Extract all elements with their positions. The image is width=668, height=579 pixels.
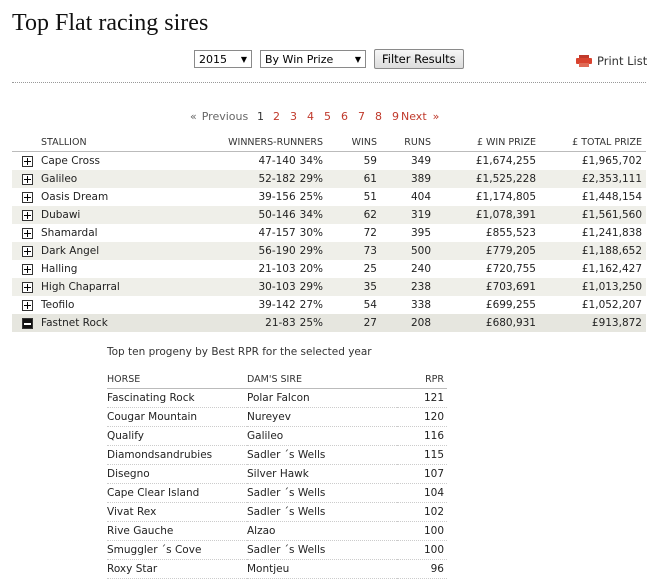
wins: 73	[327, 242, 381, 260]
expand-icon[interactable]	[22, 246, 33, 257]
year-select-value: 2015	[199, 52, 227, 66]
col-runs[interactable]: RUNS	[381, 133, 435, 152]
wins: 25	[363, 263, 377, 275]
page-link-9[interactable]: 9	[392, 110, 399, 123]
table-row[interactable]	[12, 152, 646, 171]
progeny-row	[107, 465, 447, 484]
dams-sire: Nureyev	[247, 408, 397, 427]
strike-rate: 34%	[299, 209, 323, 221]
winners-runners-cell	[207, 314, 327, 332]
chevron-down-icon: ▼	[240, 54, 247, 64]
page-link-1[interactable]: 1	[257, 110, 264, 123]
rpr-value: 120	[397, 408, 447, 427]
stallion-name: Fastnet Rock	[37, 314, 207, 332]
progeny-table	[107, 370, 447, 579]
runs: 338	[410, 299, 431, 311]
runs: 349	[410, 155, 431, 167]
winners-runners-cell	[207, 260, 327, 278]
table-row[interactable]	[12, 278, 646, 296]
horse-name: Vivat Rex	[107, 503, 247, 522]
wins: 61	[327, 170, 381, 188]
strike-rate: 25%	[299, 191, 323, 203]
winners-runners: 47-140	[258, 155, 296, 167]
page-link-7[interactable]: 7	[358, 110, 365, 123]
stallion-name: Dark Angel	[37, 242, 207, 260]
wins: 59	[363, 155, 377, 167]
winners-runners: 56-190	[258, 245, 296, 257]
previous-page-link[interactable]	[190, 110, 248, 123]
strike-rate: 34%	[299, 155, 323, 167]
previous-label: Previous	[201, 110, 249, 123]
col-dams-sire: DAM'S SIRE	[247, 370, 397, 389]
year-select[interactable]	[194, 50, 252, 68]
horse-name: Smuggler ´s Cove	[107, 541, 247, 560]
total-prize: £1,965,702	[581, 155, 642, 167]
progeny-row	[107, 560, 447, 579]
win-prize: £720,755	[485, 263, 536, 275]
rpr-value: 100	[397, 522, 447, 541]
total-prize: £1,013,250	[540, 278, 646, 296]
wins: 35	[327, 278, 381, 296]
rpr-value: 104	[397, 484, 447, 503]
progeny-row	[107, 427, 447, 446]
progeny-row	[107, 522, 447, 541]
wins: 72	[363, 227, 377, 239]
stallion-name: Dubawi	[37, 206, 207, 224]
dams-sire: Silver Hawk	[247, 465, 397, 484]
win-prize: £855,523	[485, 227, 536, 239]
table-row[interactable]	[12, 206, 646, 224]
strike-rate: 29%	[299, 245, 323, 257]
winners-runners: 39-156	[258, 191, 296, 203]
runs: 238	[381, 278, 435, 296]
wins: 62	[327, 206, 381, 224]
winners-runners: 39-142	[258, 299, 296, 311]
win-prize: £699,255	[485, 299, 536, 311]
dams-sire: Galileo	[247, 427, 397, 446]
next-page-link[interactable]	[401, 110, 439, 123]
stallion-name: High Chaparral	[37, 278, 207, 296]
page-title: Top Flat racing sires	[12, 10, 209, 36]
filter-bar	[194, 50, 464, 69]
total-prize: £1,188,652	[540, 242, 646, 260]
collapse-icon[interactable]	[22, 318, 33, 329]
total-prize: £1,241,838	[581, 227, 642, 239]
chevron-double-right-icon: »	[432, 110, 440, 123]
runs: 208	[381, 314, 435, 332]
rpr-value: 116	[397, 427, 447, 446]
total-prize: £2,353,111	[540, 170, 646, 188]
winners-runners: 21-103	[258, 263, 296, 275]
horse-name: Cape Clear Island	[107, 484, 247, 503]
col-total-prize[interactable]: £ TOTAL PRIZE	[540, 133, 646, 152]
page-link-3[interactable]: 3	[290, 110, 297, 123]
page-link-4[interactable]: 4	[307, 110, 314, 123]
dams-sire: Sadler ´s Wells	[247, 446, 397, 465]
winners-runners-cell	[207, 152, 327, 171]
page-link-6[interactable]: 6	[341, 110, 348, 123]
rpr-value: 107	[397, 465, 447, 484]
wins: 54	[363, 299, 377, 311]
horse-name: Diamondsandrubies	[107, 446, 247, 465]
expand-icon[interactable]	[22, 264, 33, 275]
expand-icon[interactable]	[22, 174, 33, 185]
total-prize: £1,448,154	[581, 191, 642, 203]
col-wins[interactable]: WINS	[327, 133, 381, 152]
rpr-value: 102	[397, 503, 447, 522]
winners-runners-cell	[207, 206, 327, 224]
page-link-8[interactable]: 8	[375, 110, 382, 123]
winners-runners-cell	[207, 224, 327, 242]
table-row[interactable]	[12, 188, 646, 206]
printer-icon	[576, 55, 592, 67]
next-label: Next	[401, 110, 427, 123]
dams-sire: Polar Falcon	[247, 389, 397, 408]
total-prize: £913,872	[540, 314, 646, 332]
rpr-value: 96	[397, 560, 447, 579]
stallion-name: Cape Cross	[41, 155, 101, 167]
table-row[interactable]	[12, 242, 646, 260]
dams-sire: Alzao	[247, 522, 397, 541]
sort-select[interactable]	[260, 50, 366, 68]
expand-icon[interactable]	[22, 156, 33, 167]
expand-icon[interactable]	[22, 210, 33, 221]
rpr-value: 115	[397, 446, 447, 465]
winners-runners: 21-83	[265, 317, 296, 329]
stallion-name: Shamardal	[41, 227, 98, 239]
strike-rate: 29%	[299, 173, 323, 185]
win-prize: £1,078,391	[435, 206, 540, 224]
dams-sire: Sadler ´s Wells	[247, 541, 397, 560]
horse-name: Disegno	[107, 465, 247, 484]
strike-rate: 20%	[299, 263, 323, 275]
total-prize: £1,561,560	[540, 206, 646, 224]
win-prize: £680,931	[435, 314, 540, 332]
print-list-link[interactable]	[576, 54, 647, 68]
table-row[interactable]	[12, 296, 646, 314]
chevron-down-icon: ▼	[354, 54, 361, 64]
runs: 389	[381, 170, 435, 188]
progeny-row	[107, 484, 447, 503]
dams-sire: Sadler ´s Wells	[247, 503, 397, 522]
col-stallion[interactable]: STALLION	[37, 133, 207, 152]
winners-runners: 30-103	[258, 281, 296, 293]
horse-name: Qualify	[107, 427, 247, 446]
horse-name: Fascinating Rock	[107, 389, 247, 408]
table-row[interactable]	[12, 314, 646, 332]
runs: 319	[381, 206, 435, 224]
winners-runners: 47-157	[258, 227, 296, 239]
progeny-header-row	[107, 370, 447, 389]
strike-rate: 29%	[299, 281, 323, 293]
chevron-double-left-icon: «	[190, 110, 197, 123]
progeny-row	[107, 389, 447, 408]
total-prize: £1,162,427	[581, 263, 642, 275]
table-row[interactable]	[12, 260, 646, 278]
stallion-name: Teofilo	[41, 299, 75, 311]
winners-runners-cell	[207, 188, 327, 206]
dams-sire: Montjeu	[247, 560, 397, 579]
col-win-prize[interactable]: £ WIN PRIZE	[435, 133, 540, 152]
progeny-row	[107, 503, 447, 522]
wins: 27	[327, 314, 381, 332]
rpr-value: 100	[397, 541, 447, 560]
expand-icon[interactable]	[22, 192, 33, 203]
filter-results-button[interactable]: Filter Results	[374, 49, 464, 69]
horse-name: Rive Gauche	[107, 522, 247, 541]
winners-runners-cell	[207, 278, 327, 296]
stallion-name: Oasis Dream	[41, 191, 109, 203]
progeny-row	[107, 541, 447, 560]
expand-icon[interactable]	[22, 228, 33, 239]
runs: 404	[410, 191, 431, 203]
winners-runners: 50-146	[258, 209, 296, 221]
sires-table	[12, 133, 646, 332]
table-row[interactable]	[12, 224, 646, 242]
expand-icon[interactable]	[22, 300, 33, 311]
col-rpr: RPR	[397, 370, 447, 389]
col-winners-runners[interactable]: WINNERS-RUNNERS	[207, 133, 327, 152]
win-prize: £779,205	[435, 242, 540, 260]
expand-icon[interactable]	[22, 282, 33, 293]
progeny-row	[107, 446, 447, 465]
col-horse: HORSE	[107, 370, 247, 389]
runs: 240	[410, 263, 431, 275]
win-prize: £1,525,228	[435, 170, 540, 188]
page-link-2[interactable]: 2	[273, 110, 280, 123]
divider	[12, 82, 646, 83]
stallion-name: Halling	[41, 263, 78, 275]
stallion-name: Galileo	[37, 170, 207, 188]
runs: 500	[381, 242, 435, 260]
win-prize: £703,691	[435, 278, 540, 296]
win-prize: £1,174,805	[475, 191, 536, 203]
progeny-row	[107, 408, 447, 427]
dams-sire: Sadler ´s Wells	[247, 484, 397, 503]
strike-rate: 30%	[299, 227, 323, 239]
horse-name: Roxy Star	[107, 560, 247, 579]
winners-runners-cell	[207, 170, 327, 188]
strike-rate: 25%	[299, 317, 323, 329]
winners-runners: 52-182	[258, 173, 296, 185]
wins: 51	[363, 191, 377, 203]
sort-select-value: By Win Prize	[265, 52, 334, 66]
table-header-row	[12, 133, 646, 152]
strike-rate: 27%	[299, 299, 323, 311]
winners-runners-cell	[207, 242, 327, 260]
print-list-label: Print List	[597, 54, 648, 68]
runs: 395	[410, 227, 431, 239]
total-prize: £1,052,207	[581, 299, 642, 311]
winners-runners-cell	[207, 296, 327, 314]
win-prize: £1,674,255	[475, 155, 536, 167]
table-row[interactable]	[12, 170, 646, 188]
progeny-caption: Top ten progeny by Best RPR for the selected year	[107, 346, 372, 358]
page-link-5[interactable]: 5	[324, 110, 331, 123]
rpr-value: 121	[397, 389, 447, 408]
horse-name: Cougar Mountain	[107, 408, 247, 427]
